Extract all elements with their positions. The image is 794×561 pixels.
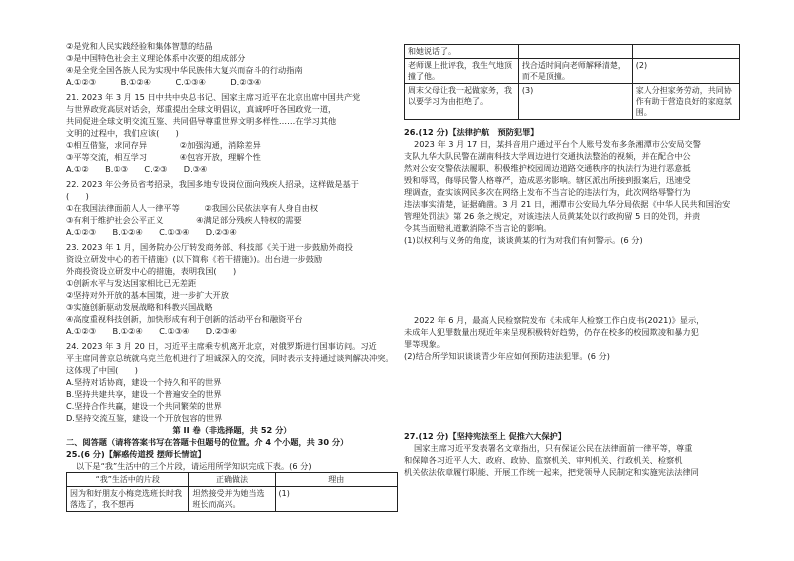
section-2-title: 第 II 卷（非选择题，共 52 分） <box>172 425 292 435</box>
question-26-head: 26.(12 分)【法律护航 预防犯罪】 <box>404 127 539 137</box>
text-line: ③有利于维护社会公平正义 ④满足部分残疾人特权的需要 <box>66 215 302 225</box>
left-column <box>66 40 398 512</box>
table-header-cell: “我”生活中的片段 <box>67 473 189 487</box>
answer-space-26-1[interactable] <box>404 246 740 314</box>
text-line: 支队九华大队民警在湖南科技大学周边进行交通执法整治的视频，并在配合中公 <box>404 151 691 161</box>
text-line: 共同促进全球文明交流互鉴、共同倡导尊重世界文明多样性……在学习其他 <box>66 116 337 126</box>
text-line: ②坚持对外开放的基本国策，进一步扩大开放 <box>66 290 229 300</box>
text-line: ①相互借鉴，求同存异 ②加强沟通，消除差异 <box>66 140 261 150</box>
text-line: 未成年人犯罪数量出现近年来呈现积极转好趋势，仍存在校多的校园欺凌和暴力犯 <box>404 327 699 337</box>
question-26-sub2: (2)结合所学知识谈谈青少年应如何预防违法犯罪。(6 分) <box>404 351 610 361</box>
table-cell <box>632 45 739 59</box>
text-line: ①创新水平与发达国家相比已无差距 <box>66 278 197 288</box>
answer-cell-1[interactable]: (1) <box>275 487 397 512</box>
question-27-material <box>404 442 740 478</box>
answer-cell-3[interactable]: (3) <box>518 84 632 120</box>
text-line: 和保障各习近平人大、政府、政协、监察机关、审判机关、行政机关、检察机 <box>404 455 683 465</box>
text-line: 理调查，查实该网民多次在网络上发布不当言论的违法行为，此次网络辱警行为 <box>404 187 691 197</box>
text-line: 机关依法依章履行职能、开展工作统一起来，把党领导人民制定和实施宪法法律同 <box>404 467 699 477</box>
table-row <box>405 45 740 59</box>
text-line: A.①② B.①③ C.②③ D.③④ <box>66 164 208 174</box>
text-line: 资设立研发中心的若干措施》(以下简称《若干措施》)。出台进一步鼓励 <box>66 254 323 264</box>
text-line: 国家主席习近平发表署名文章指出，只有保证公民在法律面前一律平等，尊重 <box>414 443 693 453</box>
q25-table-part1 <box>66 472 398 512</box>
question-20-options <box>66 40 398 88</box>
question-23 <box>66 241 398 337</box>
text-line: ④高度重视科技创新，加快形成有利于创新的活动平台和融资平台 <box>66 314 303 324</box>
text-line: A.①②③ B.①②④ C.①③④ D.②③④ <box>66 77 262 87</box>
text-line: 平主席同普京总统就乌克兰危机进行了坦诚深入的交流，同时表示支持通过谈判解决冲突。 <box>66 353 394 363</box>
text-line: A.坚持对话协商，建设一个持久和平的世界 <box>66 377 222 387</box>
text-line: B.坚持共建共享，建设一个普遍安全的世界 <box>66 389 222 399</box>
table-cell: 因为和好朋友小梅竞选班长时我落选了，我不想再 <box>67 487 189 512</box>
q25-table-part2 <box>404 44 740 120</box>
text-line: 22. 2023 年公务员省考招录，我国多地专设岗位面向残疾人招录，这样做是基于 <box>66 179 359 189</box>
text-line: 2022 年 6 月，最高人民检察院发布《未成年人检察工作白皮书(2021)》显示， <box>414 315 705 325</box>
text-line: A.①②③ B.①②④ C.①③④ D.②③④ <box>66 326 237 336</box>
text-line: ②是党和人民实践经验和集体智慧的结晶 <box>66 41 213 51</box>
text-line: ③是中国特色社会主义理论体系中次要的组成部分 <box>66 53 246 63</box>
question-22 <box>66 178 398 238</box>
text-line: 21. 2023 年 3 月 15 日中共中央总书记、国家主席习近平在北京出席中国共产党 <box>66 92 361 102</box>
text-line: ①在我国法律面前人人一律平等 ②我国公民依法享有人身自由权 <box>66 203 319 213</box>
table-cell: 老师课上批评我，我生气地顶撞了他。 <box>405 59 519 84</box>
question-25-prompt: 以下是“我”生活中的三个片段，请运用所学知识完成下表。(6 分) <box>76 461 312 471</box>
question-21 <box>66 91 398 175</box>
text-line: ③实施创新驱动发展战略和科教兴国战略 <box>66 302 213 312</box>
table-header-cell: 正确做法 <box>189 473 275 487</box>
question-26-material <box>404 138 740 234</box>
question-26-sub1: (1)以权利与义务的角度，谈谈黄某的行为对我们有何警示。(6 分) <box>404 235 643 245</box>
table-cell: 和她说话了。 <box>405 45 519 59</box>
text-line: 然对公安交警依法履职、积极维护校园周边道路交通秩序的执法行为进行恶意抵 <box>404 163 691 173</box>
text-line: 罪等现象。 <box>404 339 445 349</box>
text-line: 管理处罚法》第 26 条之规定，对该违法人员黄某处以行政拘留 5 日的处罚，并责 <box>404 211 701 221</box>
right-column <box>404 44 740 478</box>
question-25-head: 25.(6 分)【解惑传道授 摆师长情谊】 <box>66 449 206 459</box>
table-cell: 周末父母让我一起做家务，我以要学习为由拒绝了。 <box>405 84 519 120</box>
text-line: 24. 2023 年 3 月 20 日，习近平主席乘专机离开北京，对俄罗斯进行国事访问。习近 <box>66 341 377 351</box>
text-line: 文明的过程中，我们应该( ) <box>66 128 179 138</box>
text-line: 与世界政党高层对话会，郑重提出全球文明倡议，真诚呼吁各国政党一道， <box>66 104 337 114</box>
text-line: C.坚持合作共赢，建设一个共同繁荣的世界 <box>66 401 222 411</box>
question-26-material-2 <box>404 314 740 350</box>
answer-space-26-2[interactable] <box>404 362 740 430</box>
table-cell: 家人分担家务劳动，共同协作有助于营造良好的家庭氛围。 <box>632 84 739 120</box>
text-line: 违法事实清楚，证据确凿。3 月 21 日，湘潭市公安局九华分局依据《中华人民共和国治安 <box>404 199 731 209</box>
text-line: 这体现了中国( ) <box>66 365 138 375</box>
table-cell <box>518 45 632 59</box>
text-line: 2023 年 3 月 17 日，某抖音用户通过平台个人账号发布多条湘潭市公安局交警 <box>414 139 701 149</box>
table-row <box>405 59 740 84</box>
text-line: ③平等交流，相互学习 ④包容开放，理解个性 <box>66 152 261 162</box>
text-line: ④是全党全国各族人民为实现中华民族伟大复兴而奋斗的行动指南 <box>66 65 303 75</box>
answer-cell-2[interactable]: (2) <box>632 59 739 84</box>
table-header-cell: 理由 <box>275 473 397 487</box>
table-row <box>405 84 740 120</box>
text-line: 23. 2023 年 1 月，国务院办公厅转发商务部、科技部《关于进一步鼓励外商投 <box>66 242 353 252</box>
question-24 <box>66 340 398 424</box>
text-line: 令其当面赔礼道歉消除不当言论的影响。 <box>404 223 552 233</box>
table-cell: 坦然接受并为她当选班长而高兴。 <box>189 487 275 512</box>
table-row <box>67 487 398 512</box>
text-line: ( ) <box>66 191 89 201</box>
table-header-row <box>67 473 398 487</box>
section-2-intro: 二、阅答题（请将答案书写在答题卡但题号的位置。介 4 个小题，共 30 分） <box>66 437 349 447</box>
question-27-head: 27.(12 分)【坚持宪法至上 促推六大保护】 <box>404 431 566 441</box>
text-line: A.①②③ B.①②④ C.①③④ D.②③④ <box>66 227 237 237</box>
table-cell: 找合适时间向老师解释清楚，而不是顶撞。 <box>518 59 632 84</box>
text-line: 外商投资设立研发中心的措施，表明我国( ) <box>66 266 237 276</box>
text-line: 毁和辱骂，侮辱民警人格尊严，造成恶劣影响。辖区派出所接到报案后，迅速受 <box>404 175 691 185</box>
text-line: D.坚持交流互鉴，建设一个开放包容的世界 <box>66 413 223 423</box>
